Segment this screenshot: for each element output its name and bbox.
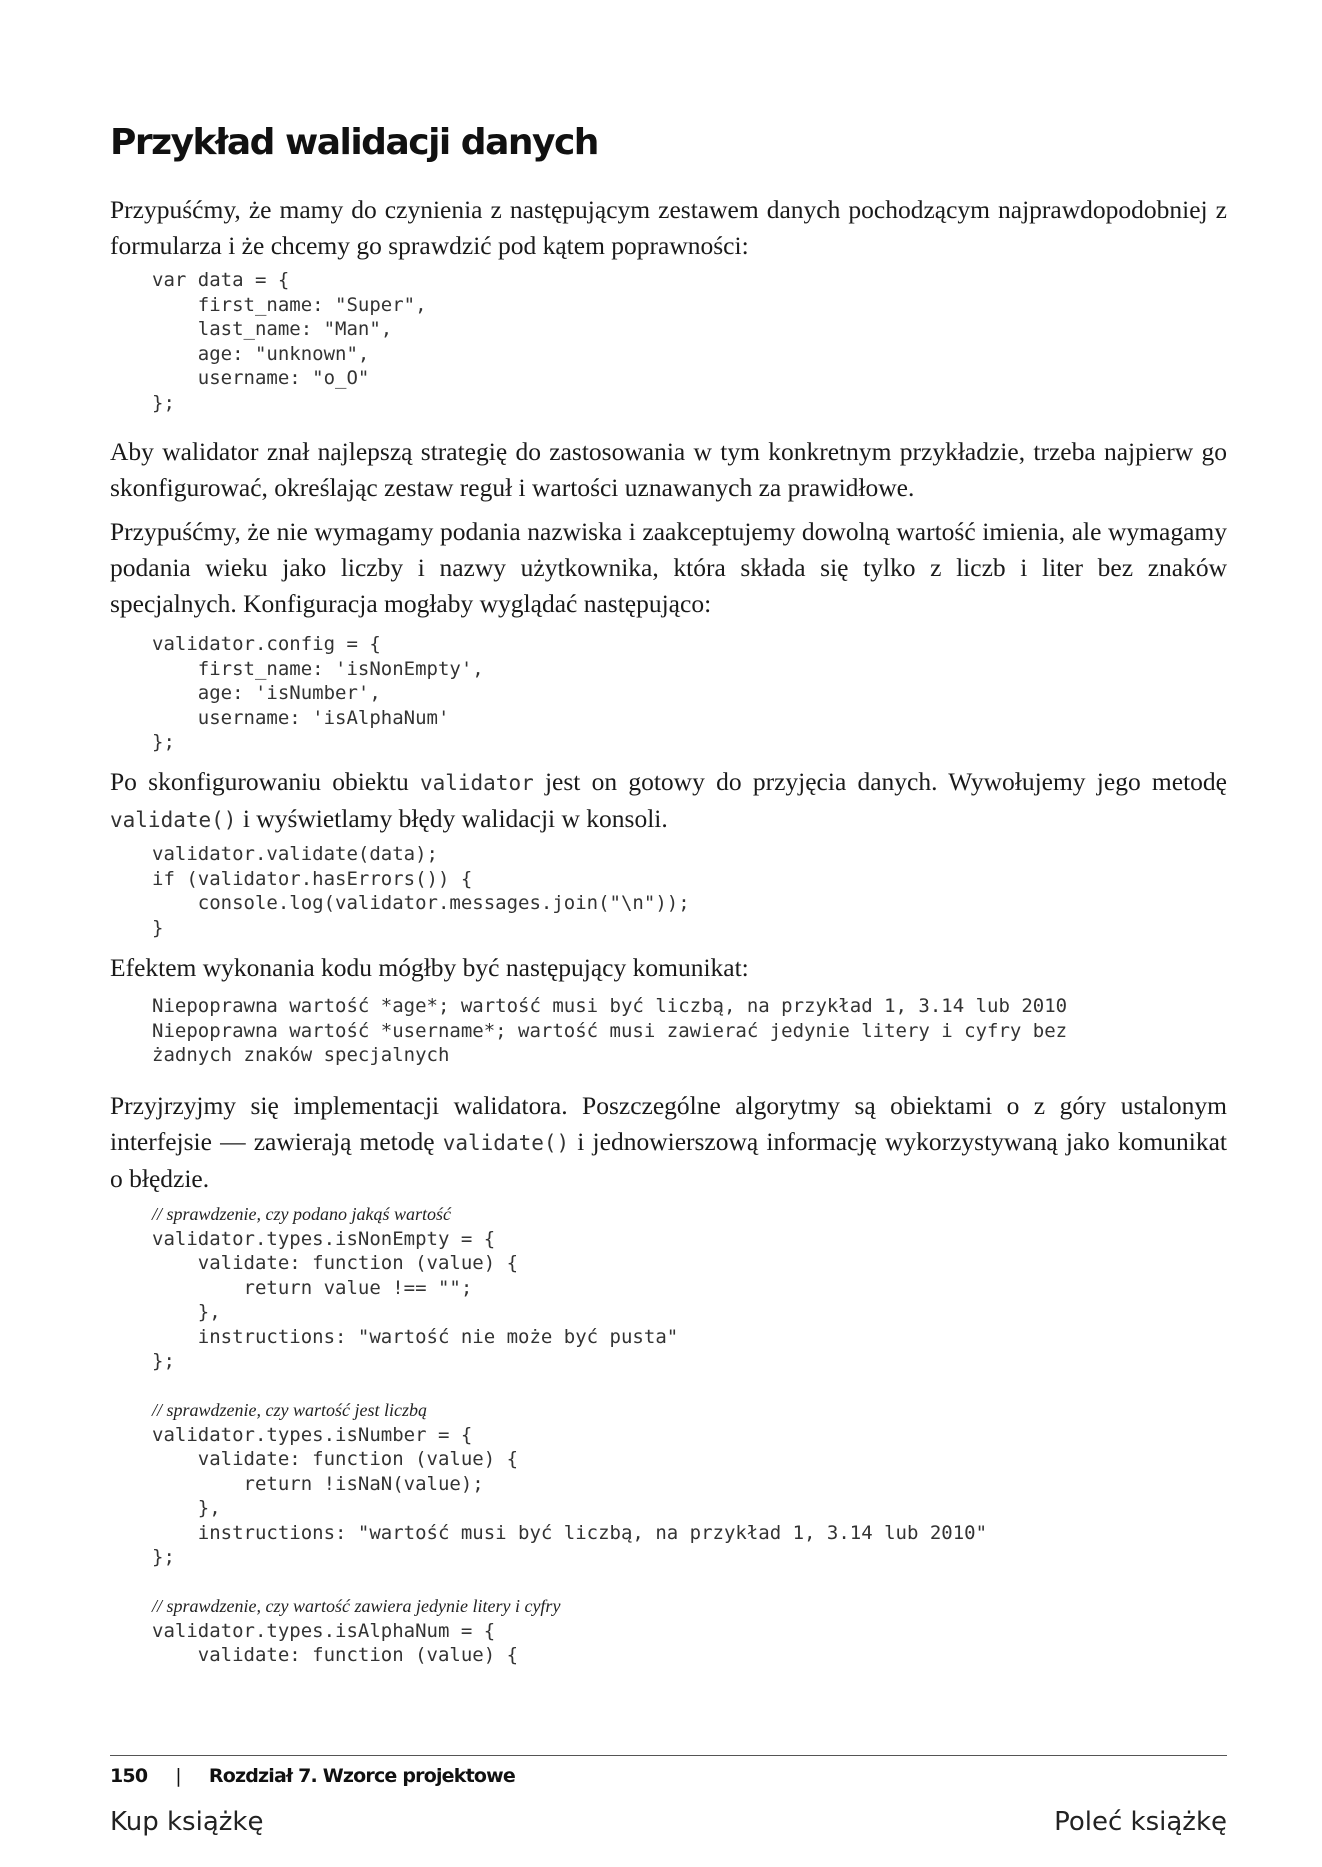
- paragraph-implementation: Przyjrzyjmy się implementacji walidatora. Poszczególne algorytmy są obiektami o z góry ustalonym interfejsie — zawierają metodę validate() i jednowierszową informację wykorzystywaną jako komunikat o błędzie.: [110, 1091, 1227, 1193]
- paragraph-result-intro: Efektem wykonania kodu mógłby być następujący komunikat:: [110, 953, 749, 982]
- code-data-object: var data = { first_name: "Super", last_name: "Man", age: "unknown", username: "o_O" };: [152, 269, 427, 414]
- paragraph-validate-intro: Po skonfigurowaniu obiektu validator jest on gotowy do przyjęcia danych. Wywołujemy jego metodę validate() i wyświetlamy błędy walidacji w konsoli.: [110, 767, 1227, 833]
- code-isalphanum: validator.types.isAlphaNum = { validate: function (value) {: [152, 1619, 519, 1666]
- code-comment-nonempty: // sprawdzenie, czy podano jakąś wartość: [152, 1204, 451, 1224]
- section-heading: Przykład walidacji danych: [110, 122, 598, 163]
- inline-code-validator: validator: [419, 771, 534, 795]
- paragraph-config-intro: Przypuśćmy, że nie wymagamy podania nazwiska i zaakceptujemy dowolną wartość imienia, ale wymagamy podania wieku jako liczby i nazwy użytkownika, która składa się tylko z liczb i liter bez znaków specjalnych. Konfiguracja mogłaby wyglądać następująco:: [110, 517, 1227, 618]
- code-validator-types: [152, 1202, 987, 1668]
- footer-separator: |: [175, 1765, 181, 1787]
- inline-code-validate-2: validate(): [442, 1131, 570, 1155]
- code-comment-number: // sprawdzenie, czy wartość jest liczbą: [152, 1400, 427, 1420]
- paragraph-intro: Przypuśćmy, że mamy do czynienia z następującym zestawem danych pochodzącym najprawdopodobniej z formularza i że chcemy go sprawdzić pod kątem poprawności:: [110, 195, 1227, 260]
- recommend-book-link[interactable]: Poleć książkę: [1054, 1807, 1227, 1837]
- code-isnonempty: validator.types.isNonEmpty = { validate: function (value) { return value !== ""; }, instructions: "wartość nie może być pusta" };: [152, 1227, 679, 1372]
- chapter-title: Rozdział 7. Wzorce projektowe: [208, 1765, 515, 1787]
- code-validate-call: validator.validate(data); if (validator.hasErrors()) { console.log(validator.messages.join("\n")); }: [152, 843, 690, 939]
- inline-code-validate: validate(): [110, 808, 237, 832]
- buy-book-link[interactable]: Kup książkę: [110, 1807, 264, 1837]
- code-comment-alphanum: // sprawdzenie, czy wartość zawiera jedynie litery i cyfry: [152, 1596, 561, 1616]
- page-footer: [110, 1765, 515, 1787]
- code-config: validator.config = { first_name: 'isNonEmpty', age: 'isNumber', username: 'isAlphaNum' };: [152, 633, 484, 753]
- footer-divider: [110, 1755, 1227, 1756]
- code-isnumber: validator.types.isNumber = { validate: function (value) { return !isNaN(value); }, instructions: "wartość musi być liczbą, na przykład 1, 3.14 lub 2010" };: [152, 1423, 988, 1568]
- paragraph-strategy: Aby walidator znał najlepszą strategię do zastosowania w tym konkretnym przykładzie, trzeba najpierw go skonfigurować, określając zestaw reguł i wartości uznawanych za prawidłowe.: [110, 437, 1227, 502]
- page-number: 150: [110, 1765, 148, 1787]
- code-error-messages: Niepoprawna wartość *age*; wartość musi być liczbą, na przykład 1, 3.14 lub 2010 Niepoprawna wartość *username*; wartość musi zawierać jedynie litery i cyfry bez żadnych znaków specjalnych: [152, 995, 1068, 1066]
